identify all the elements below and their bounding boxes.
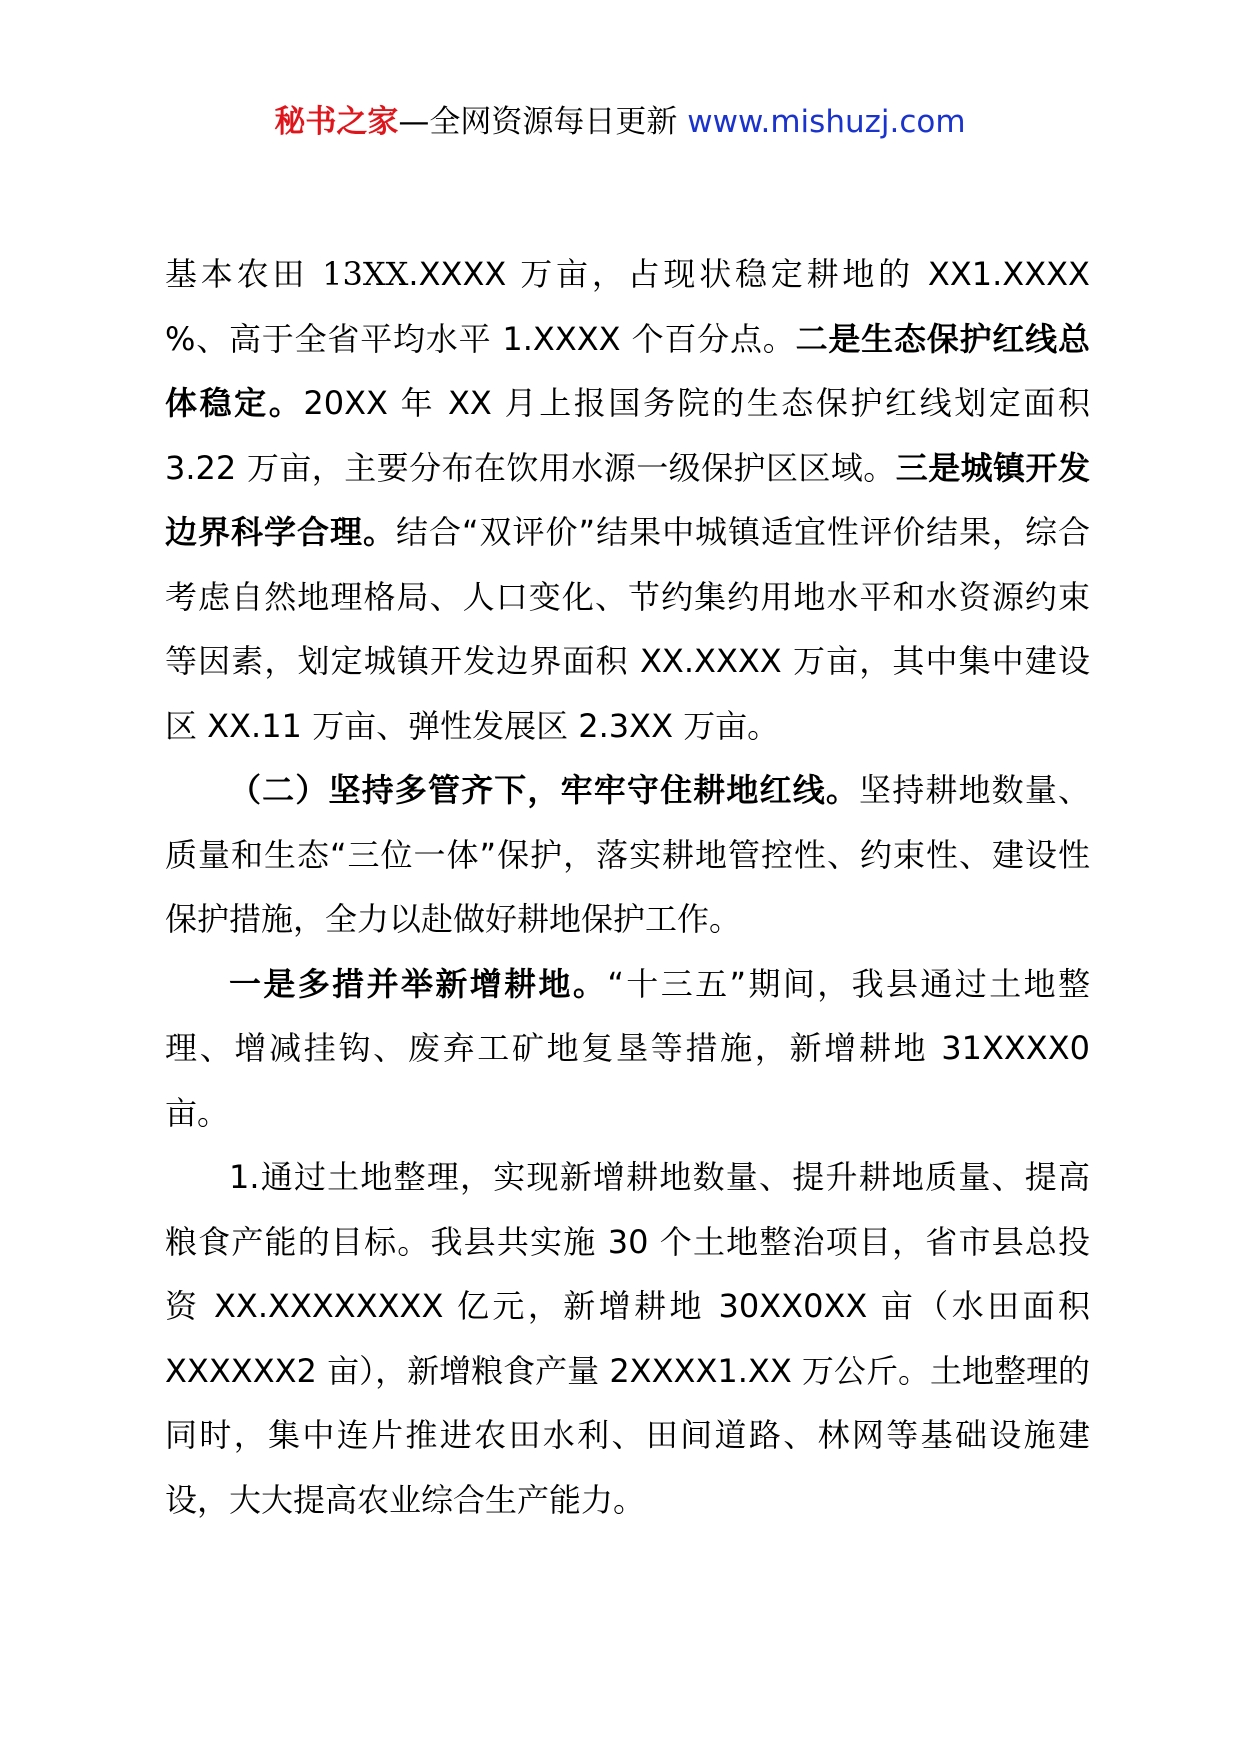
text-run: 基本农田 13XX	[165, 255, 409, 293]
header-slogan: —全网资源每日更新	[398, 104, 678, 140]
paragraph-2	[165, 758, 1090, 952]
brand-name: 秘书之家	[274, 104, 399, 140]
bold-heading: 二是生态保护红线总体稳定。	[165, 319, 1090, 422]
text-run: .XXXX 万亩，占现状稳定耕地的 XX1.XXXX %、高于全省平均水平 1.XXXX 个百分点。	[165, 255, 1090, 358]
bold-heading: 三是城镇开发边界科学合理。	[165, 448, 1090, 551]
text-run: 1.通过土地整理，实现新增耕地数量、提升耕地质量、提高粮食产能的目标。我县共实施 30 个土地整治项目，省市县总投资 XX.XXXXXXXX 亿元，新增耕地 30XX0XX 亩（水田面积 XXXXXX2 亩），新增粮食产量 2XXXX1.XX 万公斤。土地整理的同时，集中连片推进农田水利、田间道路、林网等基础设施建设，大大提高农业综合生产能力。	[165, 1158, 1090, 1519]
website-url[interactable]: www.mishuzj.com	[687, 104, 966, 140]
text-run: 结合“双评价”结果中城镇适宜性评价结果，综合考虑自然地理格局、人口变化、节约集约用地水平和水资源约束等因素，划定城镇开发边界面积 XX.XXXX 万亩，其中集中建设区 XX.11 万亩、弹性发展区 2.3XX 万亩。	[165, 513, 1090, 745]
site-header	[0, 100, 1240, 144]
text-run: 坚持耕地数量、质量和生态“三位一体”保护，落实耕地管控性、约束性、建设性保护措施，全力以赴做好耕地保护工作。	[165, 771, 1090, 938]
bold-heading: 一是多措并举新增耕地。	[229, 964, 608, 1003]
paragraph-4	[165, 1145, 1090, 1532]
paragraph-1	[165, 242, 1090, 758]
text-run: 20XX 年 XX 月上报国务院的生态保护红线划定面积 3.22 万亩，主要分布在饮用水源一级保护区区域。	[165, 384, 1090, 487]
document-body	[165, 242, 1090, 1532]
text-run: “十三五”期间，我县通过土地整理、增减挂钩、废弃工矿地复垦等措施，新增耕地 31XXXX0 亩。	[165, 964, 1090, 1132]
paragraph-3	[165, 952, 1090, 1146]
section-heading: （二）坚持多管齐下，牢牢守住耕地红线。	[229, 771, 860, 809]
